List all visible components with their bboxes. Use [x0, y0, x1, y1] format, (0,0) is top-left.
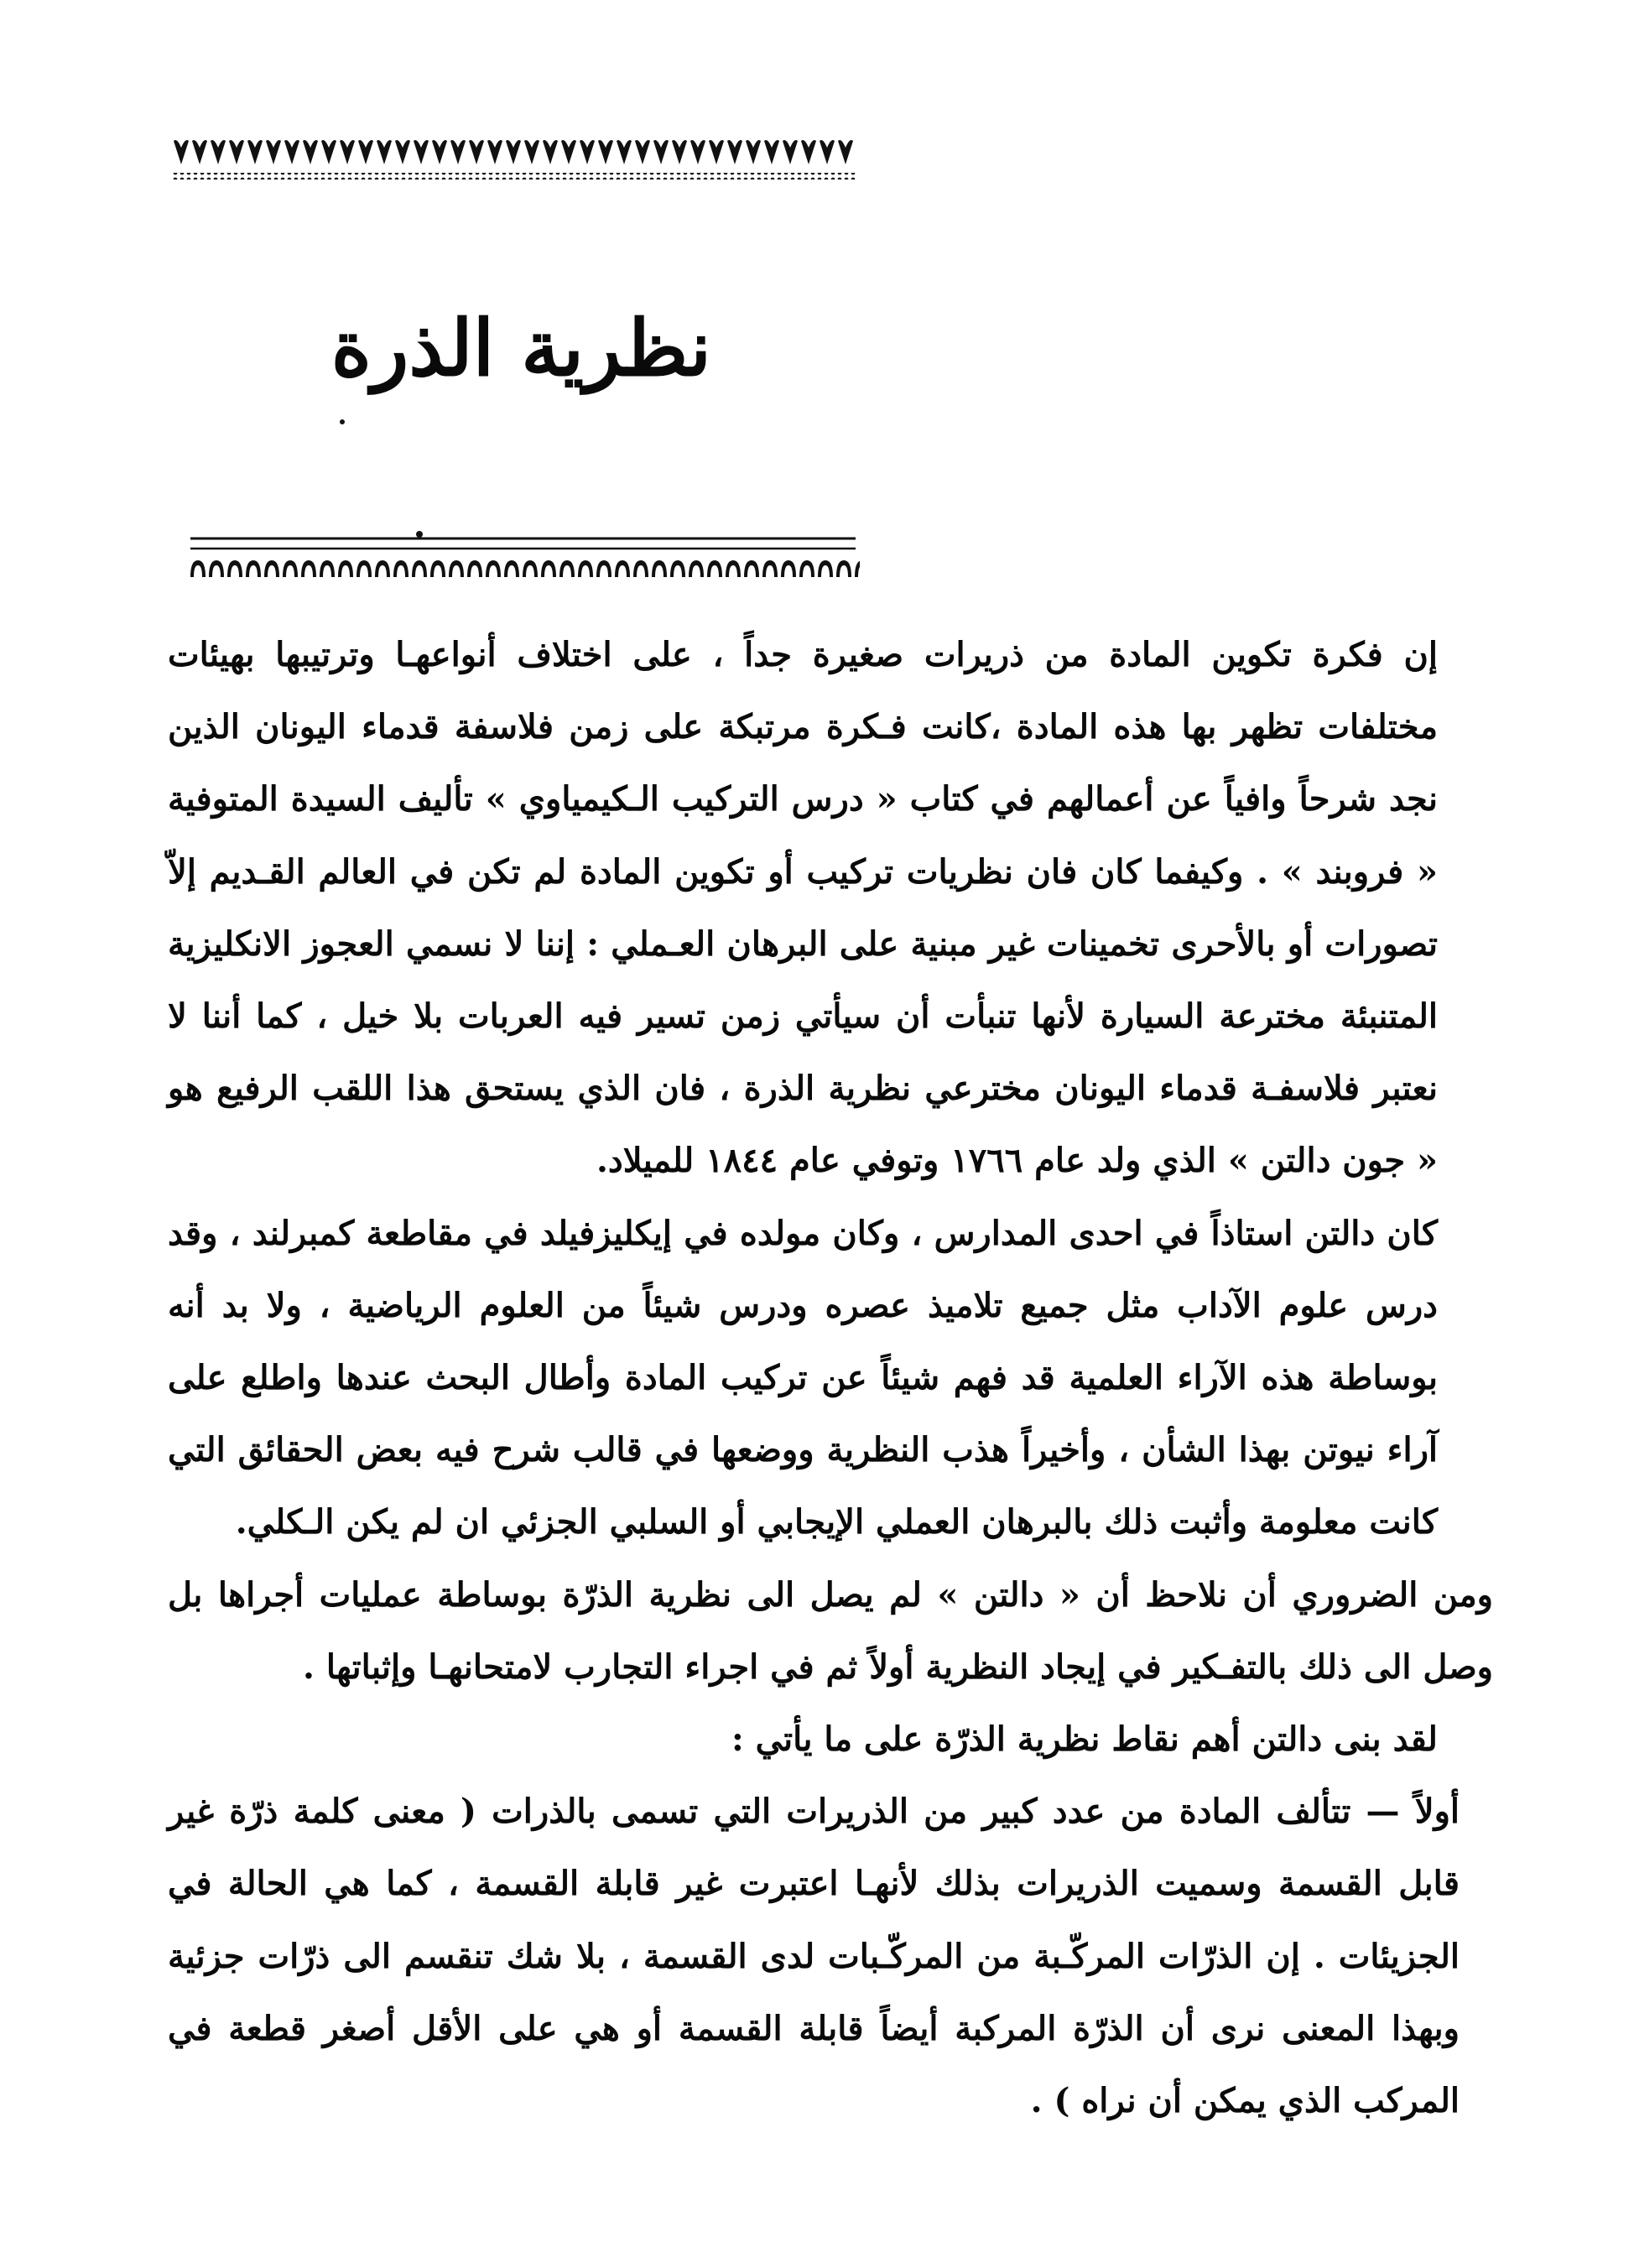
stray-mark: [340, 419, 345, 424]
chapter-body: [168, 619, 1493, 2137]
paragraph-2: كان دالتن استاذاً في احدى المدارس ، وكان مولده في إيكليزفيلد في مقاطعة كمبرلند ، وقد درس علوم الآداب مثل جميع تلاميذ عصره ودرس شيئاً من العلوم الرياضية ، ولا بد أنه بوساطة هذه الآراء العلمية قد فهم شيئاً عن تركيب المادة وأطال البحث عندها واطلع على آراء نيوتن بهذا الشأن ، وأخيراً هذب النظرية ووضعها في قالب شرح فيه بعض الحقائق التي كانت معلومة وأثبت ذلك بالبرهان العملي الإيجابي أو السلبي الجزئي ان لم يكن الـكلي.: [168, 1213, 1439, 1542]
paragraph-3: ومن الضروري أن نلاحظ أن « دالتن » لم يصل الى نظرية الذرّة بوساطة عمليات أجراها بل وصل الى ذلك بالتفـكير في إيجاد النظرية أولاً ثم في اجراء التجارب لامتحانهـا وإثباتها .: [168, 1574, 1493, 1687]
top-ornament: [172, 136, 856, 188]
chapter-title: نظرية الذرة: [330, 303, 711, 393]
paragraph-1: إن فكرة تكوين المادة من ذريرات صغيرة جداً ، على اختلاف أنواعهـا وترتيبها بهيئات مختلفات تظهر بها هذه المادة ،كانت فـكرة مرتبكة على زمن فلاسفة قدماء اليونان الذين نجد شرحاً وافياً عن أعمالهم في كتاب « درس التركيب الـكيمياوي » تأليف السيدة المتوفية « فروبند » . وكيفما كان فان نظريات تركيب أو تكوين المادة لم تكن في العالم القـديم إلاّ تصورات أو بالأحرى تخمينات غير مبنية على البرهان العـملي : إننا لا نسمي العجوز الانكليزية المتنبئة مخترعة السيارة لأنها تنبأت أن سيأتي زمن تسير فيه العربات بلا خيل ، كما أننا لا نعتبر فلاسفـة قدماء اليونان مخترعي نظرية الذرة ، فان الذي يستحق هذا اللقب الرفيع هو « جون دالتن » الذي ولد عام ١٧٦٦ وتوفي عام ١٨٤٤ للميلاد.: [168, 635, 1439, 1181]
paragraph-5: أولاً — تتألف المادة من عدد كبير من الذريرات التي تسمى بالذرات ( معنى كلمة ذرّة غير قابل القسمة وسميت الذريرات بذلك لأنهـا اعتبرت غير قابلة القسمة ، كما هي الحالة في الجزيئات . إن الذرّات المركّـبة من المركّـبات لدى القسمة ، بلا شك تنقسم الى ذرّات جزئية وبهذا المعنى نرى أن الذرّة المركبة أيضاً قابلة القسمة أو هي على الأقل أصغر قطعة في المركب الذي يمكن أن نراه ) .: [168, 1792, 1460, 2121]
section-divider-ornament: [189, 530, 860, 590]
paragraph-4: لقد بنى دالتن أهم نقاط نظرية الذرّة على ما يأتي :: [731, 1719, 1438, 1760]
